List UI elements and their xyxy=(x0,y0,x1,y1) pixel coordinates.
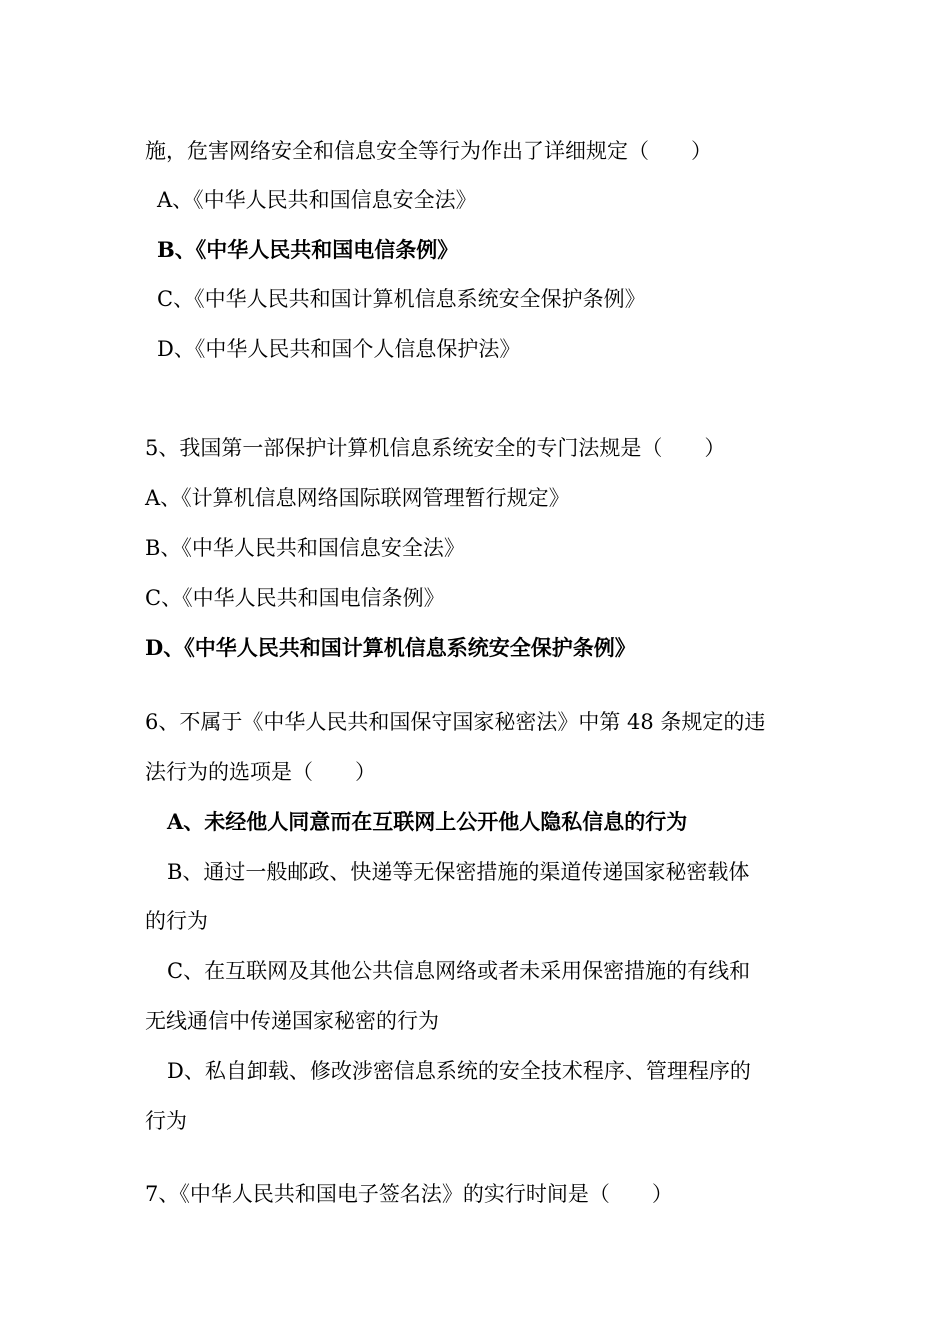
q6-option-d-line1: D、私自卸载、修改涉密信息系统的安全技术程序、管理程序的 xyxy=(167,1059,751,1083)
q6-option-c-line1: C、在互联网及其他公共信息网络或者未采用保密措施的有线和 xyxy=(167,959,751,983)
q6-stem-line2: 法行为的选项是（ ） xyxy=(145,760,376,784)
q6-option-d-line2: 行为 xyxy=(145,1109,187,1133)
q6-option-c-line2: 无线通信中传递国家秘密的行为 xyxy=(145,1009,439,1033)
q6-option-b-line2: 的行为 xyxy=(145,909,208,933)
q4-option-d: D、《中华人民共和国个人信息保护法》 xyxy=(157,337,521,361)
q5-option-b: B、《中华人民共和国信息安全法》 xyxy=(145,536,465,560)
q4-option-c: C、《中华人民共和国计算机信息系统安全保护条例》 xyxy=(157,287,646,311)
q6-option-a-answer: A、未经他人同意而在互联网上公开他人隐私信息的行为 xyxy=(167,809,688,834)
q4-stem-tail: 施，危害网络安全和信息安全等行为作出了详细规定（ ） xyxy=(145,139,712,163)
q6-option-b-line1: B、通过一般邮政、快递等无保密措施的渠道传递国家秘密载体 xyxy=(167,860,750,884)
q5-option-c: C、《中华人民共和国电信条例》 xyxy=(145,586,445,610)
q5-stem: 5、我国第一部保护计算机信息系统安全的专门法规是（ ） xyxy=(145,436,726,460)
q7-stem: 7、《中华人民共和国电子签名法》的实行时间是（ ） xyxy=(145,1182,673,1206)
q6-stem-line1: 6、不属于《中华人民共和国保守国家秘密法》中第 48 条规定的违 xyxy=(145,710,766,734)
q4-option-b-answer: B、《中华人民共和国电信条例》 xyxy=(157,237,459,262)
q5-option-d-answer: D、《中华人民共和国计算机信息系统安全保护条例》 xyxy=(145,635,636,660)
q5-option-a: A、《计算机信息网络国际联网管理暂行规定》 xyxy=(145,486,570,510)
q4-option-a: A、《中华人民共和国信息安全法》 xyxy=(157,188,477,212)
